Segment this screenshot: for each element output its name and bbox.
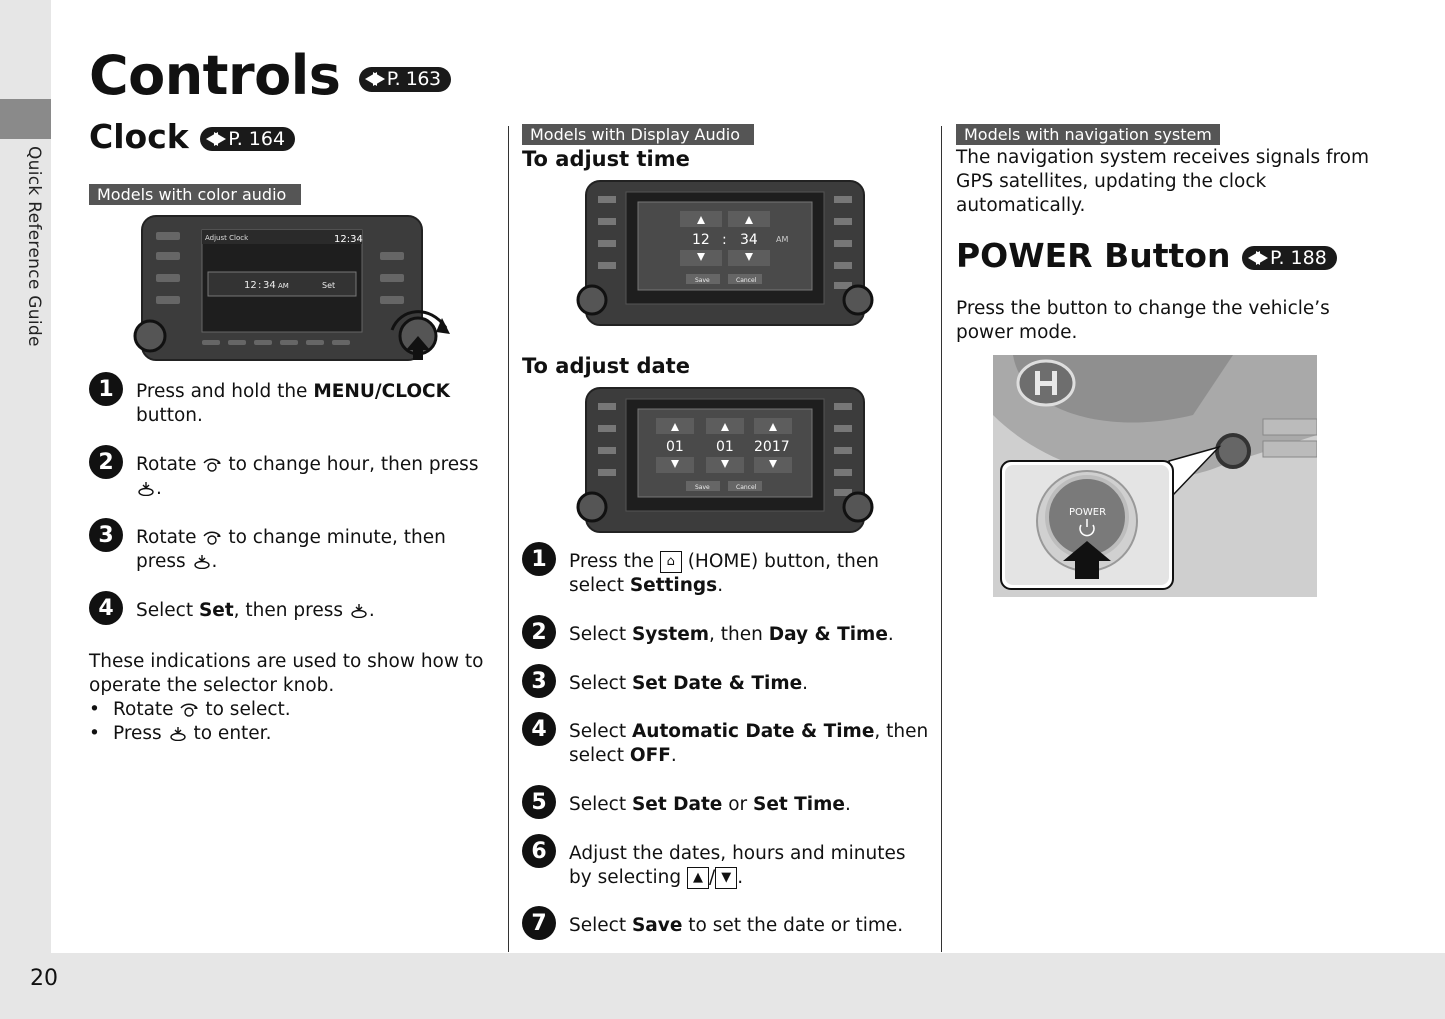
- step-text-a: Select: [569, 624, 632, 645]
- footer-band: [0, 953, 1445, 1019]
- step-text-c: .: [844, 794, 851, 815]
- clock-heading-text: Clock: [89, 117, 189, 156]
- step-text-b: to set the date or time.: [682, 915, 904, 936]
- press-knob-icon: [349, 604, 369, 618]
- date-step-4: [522, 712, 932, 768]
- page-number: 20: [30, 966, 58, 991]
- step-text-c: .: [802, 673, 809, 694]
- step-number: 2: [522, 615, 556, 649]
- bullet-press-a: Press: [113, 723, 162, 744]
- clock-step-2: [89, 445, 499, 501]
- step-text-c: to change hour, then press: [222, 454, 479, 475]
- bullet-rotate-b: to select.: [205, 699, 291, 720]
- section-tab: [0, 99, 51, 139]
- step-text-a: Select: [569, 794, 632, 815]
- up-arrow-icon: ▲: [687, 867, 709, 889]
- column-divider-2: [941, 126, 942, 952]
- bullet-rotate-a: Rotate: [113, 699, 174, 720]
- time-minute: 34: [740, 232, 758, 248]
- step-text-bold: Set: [198, 600, 234, 621]
- step-text: [569, 914, 929, 938]
- press-knob-icon: [136, 482, 156, 496]
- screen-hour: 12: [244, 280, 257, 291]
- step-number: 5: [522, 785, 556, 819]
- date-step-6: [522, 834, 932, 890]
- rotate-knob-icon: [179, 703, 199, 717]
- side-label: Quick Reference Guide: [24, 146, 44, 347]
- date-step-5: [522, 785, 932, 825]
- step-text-a: Select: [569, 915, 632, 936]
- step-text-b: or: [722, 794, 754, 815]
- time-cancel-button: Cancel: [736, 277, 757, 284]
- svg-text::: :: [722, 232, 727, 248]
- step-text: [569, 793, 929, 817]
- bullet-rotate: [89, 698, 489, 722]
- step-text: [569, 623, 929, 647]
- screen-title: Adjust Clock: [205, 234, 249, 242]
- date-year: 2017: [754, 439, 790, 455]
- press-knob-icon: [168, 727, 188, 741]
- step-number: 3: [522, 664, 556, 698]
- power-button-label: POWER: [1069, 507, 1107, 518]
- power-heading-text: POWER Button: [956, 236, 1231, 275]
- time-ampm: AM: [776, 235, 789, 244]
- step-text-a: Select: [136, 600, 199, 621]
- navigation-text: The navigation system receives signals from GPS satellites, updating the clock automatically.: [956, 147, 1370, 216]
- title-page-ref[interactable]: [359, 67, 451, 92]
- step-number: 3: [89, 518, 123, 552]
- step-text-bold2: Day & Time: [768, 624, 888, 645]
- step-text: Rotate to change minute, then press .: [136, 527, 446, 572]
- step-text-a: Select: [569, 721, 632, 742]
- power-button-illustration: [993, 355, 1317, 597]
- step-text-b: , then: [709, 624, 769, 645]
- step-text-c: , then press: [233, 600, 344, 621]
- step-text-bold1: Save: [631, 915, 683, 936]
- step-text: [569, 672, 929, 696]
- display-audio-tag: Models with Display Audio: [522, 124, 754, 145]
- power-ref-text: P. 188: [1269, 246, 1327, 269]
- step-number: 4: [522, 712, 556, 746]
- step-text-c: .: [887, 624, 894, 645]
- step-text-bold2: Set Time: [753, 794, 845, 815]
- step-number: 4: [89, 591, 123, 625]
- color-audio-tag: Models with color audio: [89, 184, 301, 205]
- date-step-3: [522, 664, 932, 704]
- adjust-date-heading: To adjust date: [522, 354, 690, 378]
- step-text: [136, 380, 496, 428]
- page-title-text: Controls: [89, 44, 341, 107]
- date-save-button: Save: [695, 484, 710, 491]
- step-text-bold1: Automatic Date & Time: [631, 721, 875, 742]
- clock-step-3: [89, 518, 499, 574]
- step-text-a: Press the: [569, 551, 660, 572]
- clock-ref-text: P. 164: [228, 127, 286, 150]
- display-audio-time-illustration: [576, 178, 876, 328]
- step-text-bold: MENU/CLOCK: [313, 381, 450, 402]
- step-text-b: (HOME) button, then select: [569, 551, 879, 596]
- knob-note: These indications are used to show how to operate the selector knob.: [89, 651, 484, 696]
- step-number: 1: [522, 542, 556, 576]
- clock-step-1: [89, 372, 499, 428]
- step-text-bold1: Set Date & Time: [631, 673, 803, 694]
- title-ref-text: P. 163: [386, 68, 441, 91]
- step-text-bold1: System: [631, 624, 710, 645]
- date-cancel-button: Cancel: [736, 484, 757, 491]
- date-day: 01: [716, 439, 734, 455]
- date-month: 01: [666, 439, 684, 455]
- step-text-c: button.: [136, 405, 203, 426]
- step-text-a: Rotate: [136, 527, 203, 548]
- step-text-bold2: OFF: [629, 745, 671, 766]
- svg-text::: :: [258, 280, 262, 291]
- step-text-c: .: [737, 867, 744, 888]
- clock-page-ref[interactable]: [200, 127, 295, 151]
- adjust-time-heading: To adjust time: [522, 147, 690, 171]
- rotate-knob-icon: [202, 531, 222, 545]
- step-text-bold: Settings: [629, 575, 718, 596]
- step-text-c: .: [717, 575, 724, 596]
- step-text-b: , then select: [569, 721, 929, 766]
- date-step-7: [522, 906, 932, 946]
- step-text-a: Rotate: [136, 454, 203, 475]
- column-divider-1: [508, 126, 509, 952]
- step-text: Select Set, then press .: [136, 600, 375, 621]
- knob-bullets: [89, 698, 489, 746]
- color-audio-unit-illustration: [130, 212, 460, 364]
- step-text-c: .: [670, 745, 677, 766]
- step-number: 7: [522, 906, 556, 940]
- rotate-knob-icon: [202, 458, 222, 472]
- step-text-bold1: Set Date: [631, 794, 723, 815]
- bullet-press: [89, 722, 489, 746]
- screen-minute: 34: [263, 280, 276, 291]
- step-text: Rotate to change hour, then press .: [136, 454, 479, 499]
- home-icon: ⌂: [660, 551, 682, 573]
- power-page-ref[interactable]: [1242, 246, 1337, 270]
- step-text: [569, 550, 929, 598]
- step-number: 1: [89, 372, 123, 406]
- clock-step-4: [89, 591, 499, 631]
- step-text-a: Press and hold the: [136, 381, 314, 402]
- step-number: 6: [522, 834, 556, 868]
- time-hour: 12: [692, 232, 710, 248]
- navigation-tag: Models with navigation system: [956, 124, 1220, 145]
- screen-ampm: AM: [278, 282, 289, 290]
- step-text-a: Select: [569, 673, 632, 694]
- page-title: [89, 44, 451, 107]
- date-step-2: [522, 615, 932, 655]
- screen-set: Set: [322, 281, 336, 290]
- step-number: 2: [89, 445, 123, 479]
- press-knob-icon: [192, 555, 212, 569]
- power-heading: [956, 236, 1337, 275]
- down-arrow-icon: ▼: [715, 867, 737, 889]
- time-save-button: Save: [695, 277, 710, 284]
- step-text: [569, 720, 929, 768]
- power-text: Press the button to change the vehicle’s power mode.: [956, 298, 1330, 343]
- step-text-c: to change minute, then press: [136, 527, 446, 572]
- display-audio-date-illustration: [576, 385, 876, 535]
- clock-heading: [89, 117, 295, 156]
- bullet-press-b: to enter.: [193, 723, 272, 744]
- screen-time: 12:34: [334, 234, 363, 245]
- step-text-a: Adjust the dates, hours and minutes by selecting: [569, 843, 906, 888]
- date-step-1: [522, 542, 932, 598]
- step-text: Adjust the dates, hours and minutes by selecting ▲ / ▼ .: [569, 843, 906, 888]
